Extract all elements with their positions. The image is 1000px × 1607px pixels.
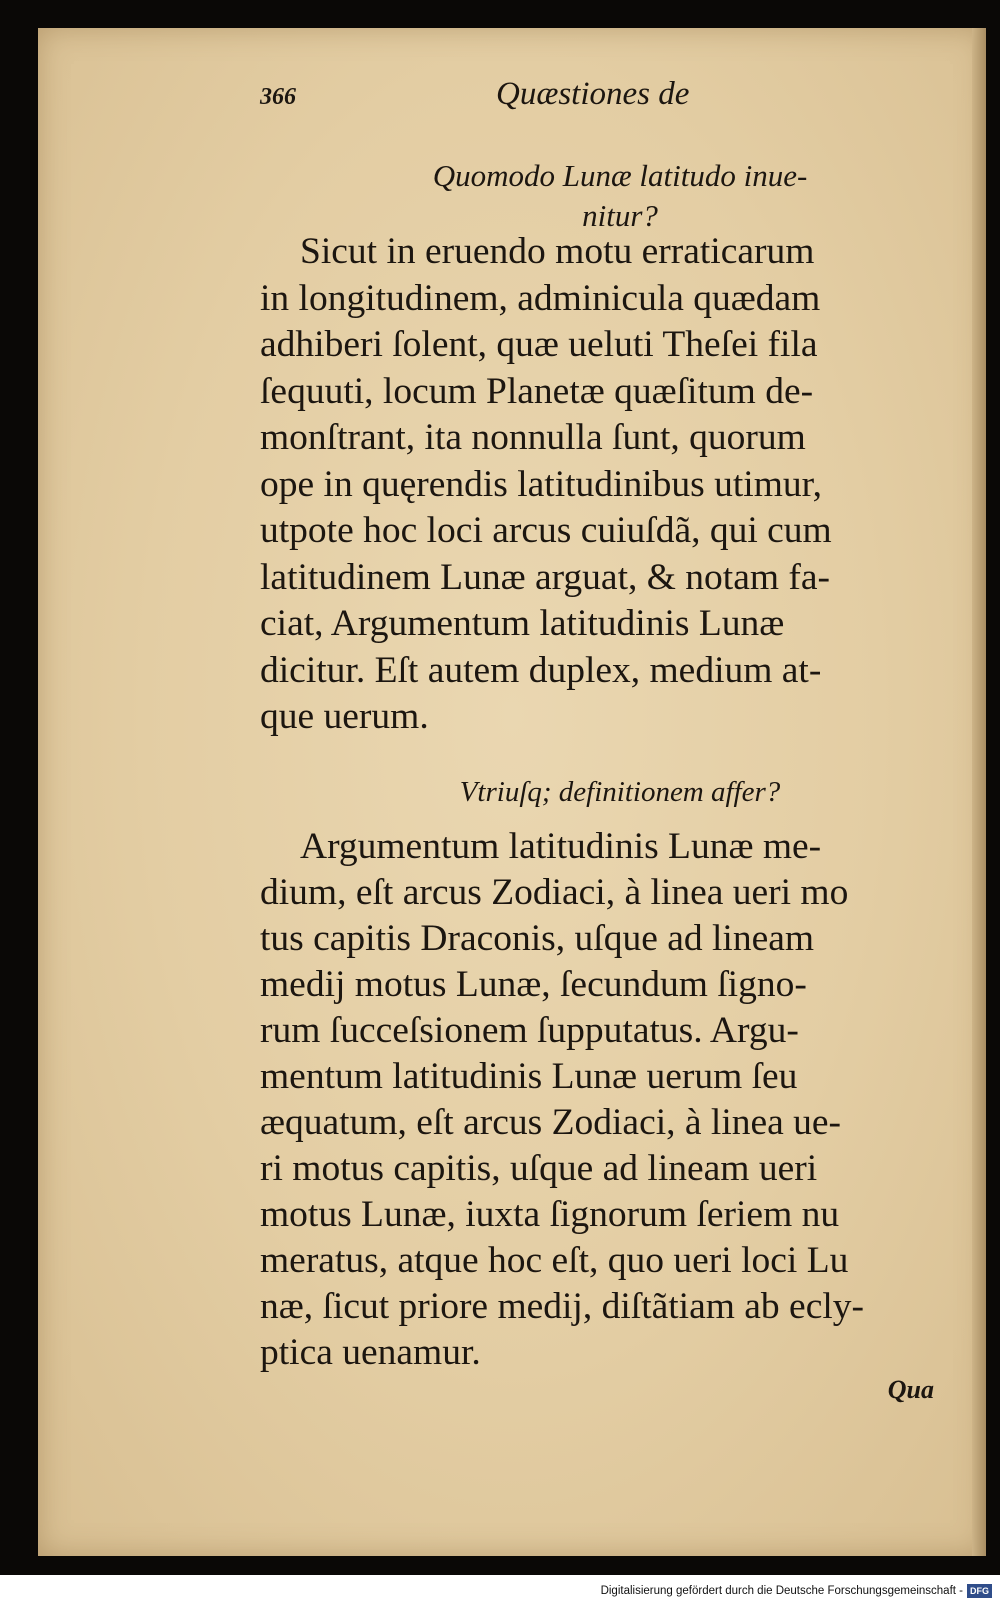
text-line: utpote hoc loci arcus cuiuſdã, qui cum	[260, 510, 832, 551]
text-line: ciat, Argumentum latitudinis Lunæ	[260, 603, 785, 644]
text-line: mentum latitudinis Lunæ uerum ſeu	[260, 1056, 798, 1097]
text-line: ptica uenamur.	[260, 1332, 481, 1373]
text-line: Argumentum latitudinis Lunæ me-	[300, 826, 822, 867]
text-line: næ, ſicut priore medij, diſtãtiam ab ecly-	[260, 1286, 864, 1327]
text-line: in longitudinem, adminicula quædam	[260, 277, 821, 319]
running-head	[260, 76, 980, 116]
paragraph-1	[260, 230, 980, 742]
catchword: Qua	[887, 1375, 934, 1404]
digitization-credit	[601, 1584, 992, 1598]
running-title: Quæstiones de	[496, 76, 690, 112]
text-line: motus Lunæ, iuxta ſignorum ſeriem nu	[260, 1194, 840, 1235]
text-line: meratus, atque hoc eſt, quo ueri loci Lu	[260, 1240, 849, 1281]
text-line: æquatum, eſt arcus Zodiaci, à linea ue-	[260, 1102, 842, 1143]
question-heading	[260, 156, 980, 236]
text-line: que uerum.	[260, 696, 429, 737]
question-heading-line: Quomodo Lunæ latitudo inue-	[432, 158, 808, 193]
text-line: medij motus Lunæ, ſecundum ſigno-	[260, 964, 807, 1005]
subheading: Vtriuſq; definitionem affer?	[459, 776, 781, 808]
dfg-logo: DFG	[967, 1584, 992, 1598]
text-line: ri motus capitis, uſque ad lineam ueri	[260, 1148, 818, 1189]
text-line: tus capitis Draconis, uſque ad lineam	[260, 918, 815, 959]
credit-text: Digitalisierung gefördert durch die Deutsche Forschungsgemeinschaft -	[600, 1585, 963, 1597]
question-heading-line: nitur?	[582, 198, 658, 233]
book-page	[38, 28, 986, 1556]
text-line: monſtrant, ita nonnulla ſunt, quorum	[260, 417, 806, 458]
page-number: 366	[260, 84, 296, 110]
text-line: Sicut in eruendo motu erraticarum	[300, 231, 815, 272]
text-line: ope in quęrendis latitudinibus utimur,	[260, 463, 822, 505]
text-line: dium, eſt arcus Zodiaci, à linea ueri mo	[260, 872, 849, 913]
text-line: dicitur. Eſt autem duplex, medium at-	[260, 649, 822, 691]
text-line: rum ſucceſsionem ſupputatus. Argu-	[260, 1010, 799, 1051]
paragraph-2	[260, 825, 980, 1377]
text-line: latitudinem Lunæ arguat, & notam fa-	[260, 556, 831, 598]
text-line: adhiberi ſolent, quæ ueluti Theſei fila	[260, 324, 818, 365]
text-line: ſequuti, locum Planetæ quæſitum de-	[260, 370, 814, 412]
